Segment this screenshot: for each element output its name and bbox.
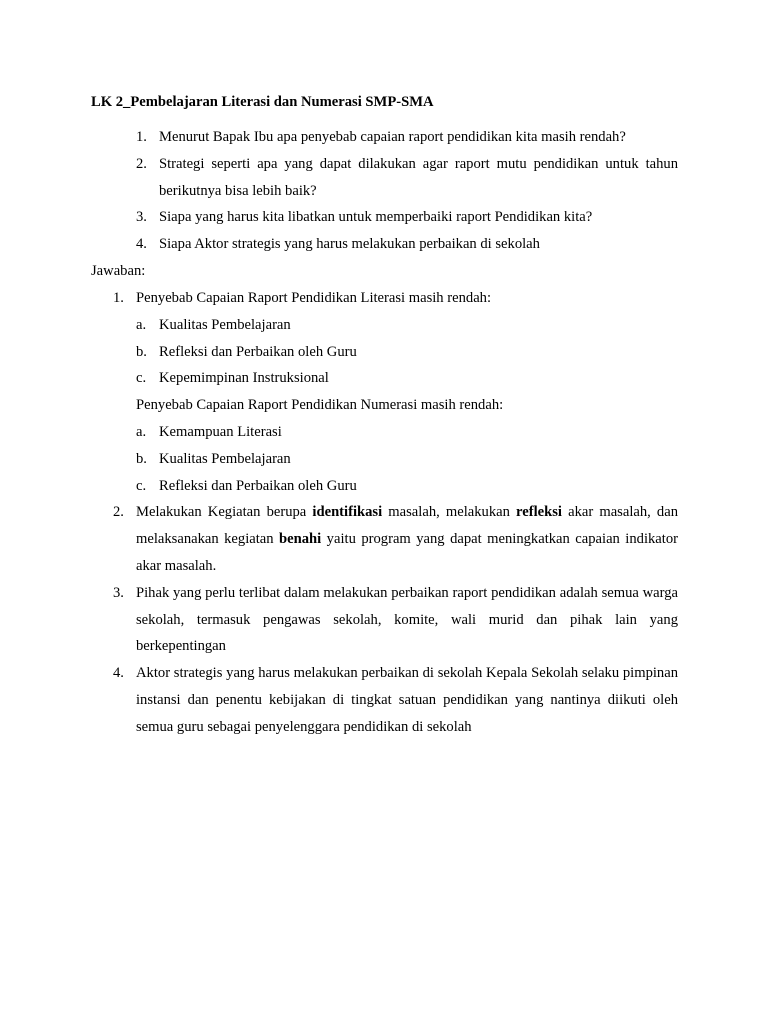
answer-number: 2. <box>113 504 124 521</box>
answer-text: Pihak yang perlu terlibat dalam melakukan perbaikan raport pendidikan adalah semua warga sekolah, termasuk pengawas sekolah, komite, wali murid dan pihak lain yang berkepentingan <box>136 584 678 655</box>
sub-text: Kualitas Pembelajaran <box>159 450 291 467</box>
numerasi-item <box>136 473 678 500</box>
literasi-item <box>136 339 678 366</box>
question-item <box>136 151 678 205</box>
answer-number: 4. <box>113 665 124 682</box>
sub-letter: c. <box>136 477 147 494</box>
literasi-heading: Penyebab Capaian Raport Pendidikan Literasi masih rendah: <box>136 290 492 306</box>
literasi-item <box>136 365 678 392</box>
emphasis-benahi: benahi <box>279 531 322 548</box>
answer-number: 3. <box>113 584 124 601</box>
question-item <box>136 204 678 231</box>
answer-text-part: masalah, melakukan <box>382 504 517 521</box>
emphasis-refleksi: refleksi <box>516 504 562 521</box>
sub-letter: c. <box>136 370 147 387</box>
sub-text: Refleksi dan Perbaikan oleh Guru <box>159 477 357 494</box>
answer-text-part: Melakukan Kegiatan berupa <box>136 504 313 521</box>
answer-number: 1. <box>113 290 124 306</box>
sub-text: Kepemimpinan Instruksional <box>159 370 329 387</box>
sub-letter: b. <box>136 343 147 360</box>
answer-list <box>113 285 678 741</box>
question-number: 4. <box>136 236 147 253</box>
question-item <box>136 124 678 151</box>
document-title: LK 2_Pembelajaran Literasi dan Numerasi SMP-SMA <box>91 94 434 110</box>
literasi-item <box>136 312 678 339</box>
emphasis-identifikasi: identifikasi <box>312 504 383 521</box>
answer-item-1 <box>113 285 678 499</box>
question-item <box>136 231 678 258</box>
question-list <box>136 124 678 258</box>
answer-item-3 <box>113 580 678 660</box>
answer-item-4 <box>113 660 678 740</box>
question-number: 1. <box>136 129 147 145</box>
numerasi-item <box>136 446 678 473</box>
answer-text: Aktor strategis yang harus melakukan perbaikan di sekolah Kepala Sekolah selaku pimpinan instansi dan penentu kebijakan di tingkat satuan pendidikan yang nantinya diikuti oleh semua guru sebagai penyelenggara pendidikan di sekolah <box>136 665 678 735</box>
answers-label: Jawaban: <box>91 263 146 279</box>
question-number: 2. <box>136 155 147 172</box>
numerasi-heading: Penyebab Capaian Raport Pendidikan Numerasi masih rendah: <box>136 397 504 414</box>
answer-item-2 <box>113 499 678 579</box>
numerasi-item <box>136 419 678 446</box>
sub-letter: a. <box>136 316 147 333</box>
sub-text: Kemampuan Literasi <box>159 423 282 440</box>
question-text: Menurut Bapak Ibu apa penyebab capaian raport pendidikan kita masih rendah? <box>159 129 626 145</box>
answer-text-part: akar masalah, dan melaksanakan kegiatan <box>136 504 679 548</box>
question-number: 3. <box>136 209 147 226</box>
sub-text: Refleksi dan Perbaikan oleh Guru <box>159 343 357 360</box>
question-text: Siapa yang harus kita libatkan untuk memperbaiki raport Pendidikan kita? <box>159 209 593 226</box>
question-text: Strategi seperti apa yang dapat dilakukan agar raport mutu pendidikan untuk tahun berikutnya bisa lebih baik? <box>159 155 678 199</box>
answer-text-part: yaitu program yang dapat meningkatkan capaian indikator akar masalah. <box>136 531 678 574</box>
sub-text: Kualitas Pembelajaran <box>159 316 291 333</box>
sub-letter: b. <box>136 450 147 467</box>
sub-letter: a. <box>136 423 147 440</box>
question-text: Siapa Aktor strategis yang harus melakukan perbaikan di sekolah <box>159 236 540 253</box>
